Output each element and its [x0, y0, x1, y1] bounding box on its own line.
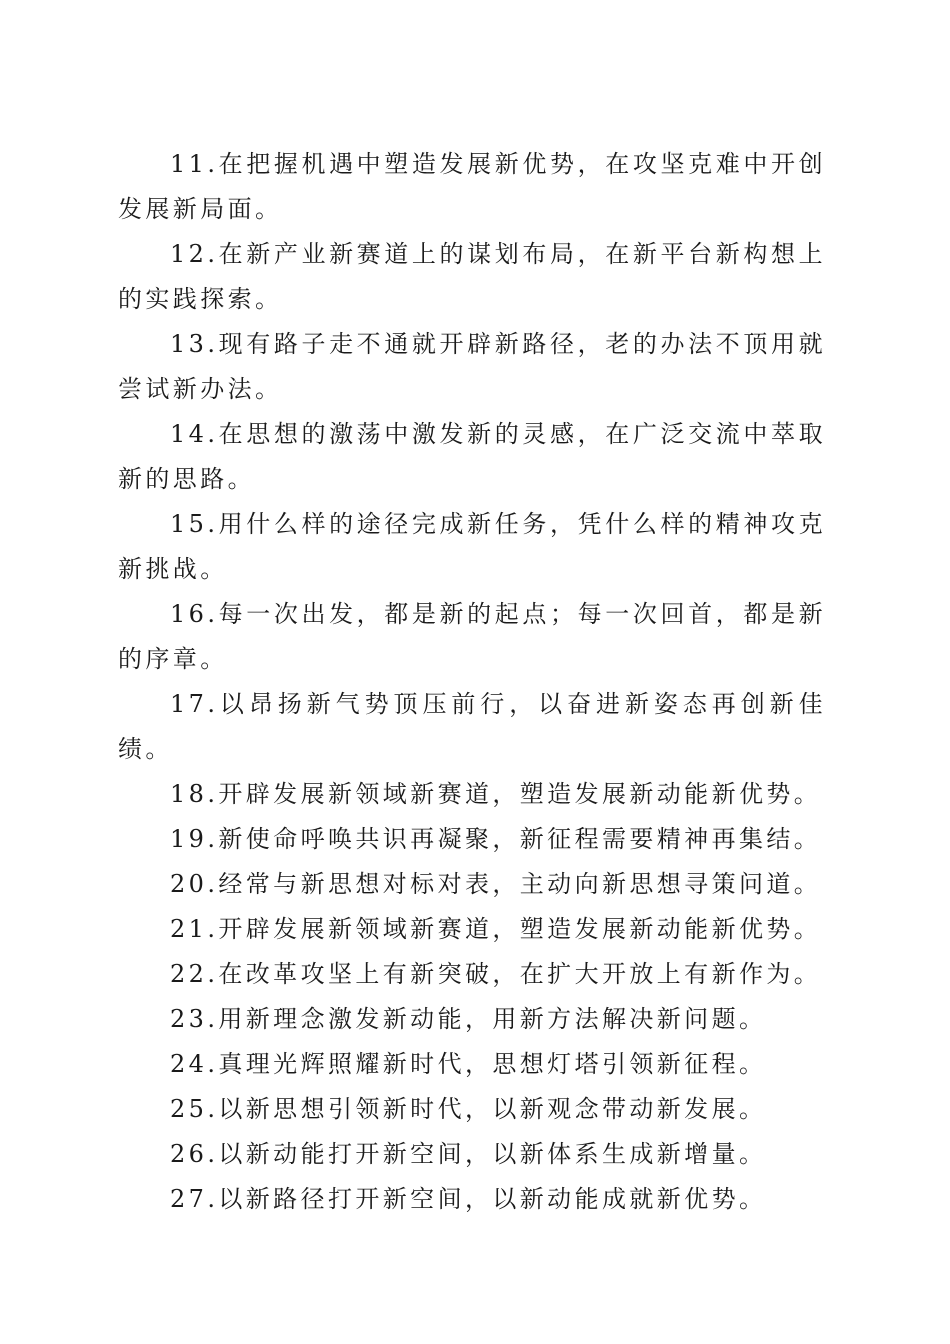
- list-item-25: 25.以新思想引领新时代，以新观念带动新发展。: [170, 1095, 767, 1123]
- list-item-23: 23.用新理念激发新动能，用新方法解决新问题。: [170, 1005, 767, 1033]
- list-item-26: 26.以新动能打开新空间，以新体系生成新增量。: [170, 1140, 767, 1168]
- list-item-16: 16.每一次出发，都是新的起点；每一次回首，都是新的序章。: [118, 600, 826, 673]
- list-item-17: 17.以昂扬新气势顶压前行，以奋进新姿态再创新佳绩。: [118, 690, 826, 763]
- list-item-19: 19.新使命呼唤共识再凝聚，新征程需要精神再集结。: [170, 825, 822, 853]
- list-item-21: 21.开辟发展新领域新赛道，塑造发展新动能新优势。: [170, 915, 822, 943]
- list-item-12: 12.在新产业新赛道上的谋划布局，在新平台新构想上的实践探索。: [118, 240, 826, 313]
- document-body: [118, 142, 826, 1222]
- list-item-15: 15.用什么样的途径完成新任务，凭什么样的精神攻克新挑战。: [118, 510, 826, 583]
- list-item-20: 20.经常与新思想对标对表，主动向新思想寻策问道。: [170, 870, 822, 898]
- list-item-22: 22.在改革攻坚上有新突破，在扩大开放上有新作为。: [170, 960, 822, 988]
- list-item-14: 14.在思想的激荡中激发新的灵感，在广泛交流中萃取新的思路。: [118, 420, 826, 493]
- list-item-27: 27.以新路径打开新空间，以新动能成就新优势。: [170, 1185, 767, 1213]
- list-item-11: 11.在把握机遇中塑造发展新优势，在攻坚克难中开创发展新局面。: [118, 150, 826, 223]
- list-item-18: 18.开辟发展新领域新赛道，塑造发展新动能新优势。: [170, 780, 822, 808]
- list-item-24: 24.真理光辉照耀新时代，思想灯塔引领新征程。: [170, 1050, 767, 1078]
- list-item-13: 13.现有路子走不通就开辟新路径，老的办法不顶用就尝试新办法。: [118, 330, 826, 403]
